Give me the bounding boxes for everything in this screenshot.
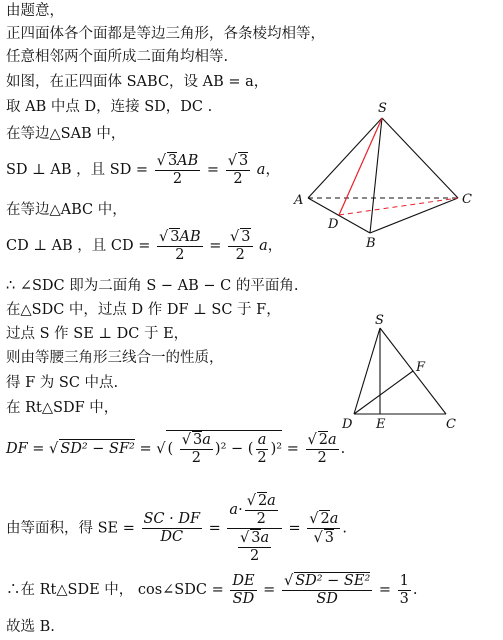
line-answer: 故选 B.	[6, 619, 55, 635]
formula-sd: SD ⊥ AB ，且 SD = $\frac{√ 3AB}{2}$ = $\frac{√ 3}{2}$ a，	[6, 153, 280, 187]
frac-one-third: $\frac{1}{3}$	[399, 572, 409, 607]
line-sab: 在等边△SAB 中，	[6, 126, 126, 142]
line-setup: 如图，在正四面体 SABC，设 AB = a，	[6, 74, 269, 90]
frac-df-result: $\frac{√ 2a}{2}$	[307, 432, 337, 466]
line-midpoint: 取 AB 中点 D，连接 SD，DC .	[6, 99, 213, 115]
line-abc: 在等边△ABC 中，	[6, 202, 127, 218]
sqrt-sd2-sf2: SD² − SF²	[60, 441, 135, 457]
line-midpoint-f: 得 F 为 SC 中点.	[6, 375, 119, 391]
frac-sqrt-sd2-se2: $\frac{\text{√ SD² − SE²}}{SD}$	[283, 573, 371, 607]
label2-e: E	[376, 417, 386, 432]
label2-s: S	[375, 313, 384, 328]
frac-sc-df-dc: $\frac{SC \cdot DF}{DC}$	[143, 511, 201, 545]
line-dihedral: 任意相邻两个面所成二面角均相等.	[6, 49, 229, 65]
label2-d: D	[342, 417, 353, 432]
frac-cd-2: $\frac{√ 3}{2}$	[230, 229, 251, 263]
label-c: C	[462, 192, 472, 207]
formula-df: DF = √ SD² − SF² = √ ( $\frac{√ 3a}{2}$ )² − ( $\frac{a}{2}$ )² = $\frac{√ 2a}{2}$ .	[6, 431, 346, 466]
formula-se: 由等面积，得 SE = $\frac{SC \cdot DF}{DC}$ = a· $\frac{√ 2a}{2}$ $\frac{√ 3a}{2}$ = $\frac{√ 2a}{√ 3}$ .	[6, 493, 347, 564]
formula-cd-prefix: CD ⊥ AB ，且 CD =	[6, 238, 151, 254]
label-d: D	[328, 217, 339, 232]
label2-f: F	[416, 360, 426, 375]
label-s: S	[378, 101, 387, 116]
line-isosceles: 则由等腰三角形三线合一的性质，	[6, 350, 224, 366]
formula-cos: ∴在 Rt△SDE 中， cos∠SDC = $\frac{DE}{SD}$ = $\frac{\text{√ SD² − SE²}}{SD}$ = $\frac{1}{3}$ .	[6, 572, 418, 607]
formula-sd-prefix: SD ⊥ AB ，且 SD =	[6, 162, 149, 178]
formula-cd: CD ⊥ AB ，且 CD = $\frac{√ 3AB}{2}$ = $\frac{√ 3}{2}$ a，	[6, 229, 283, 263]
label2-c: C	[446, 417, 456, 432]
triangle-sdc-figure	[340, 312, 470, 432]
frac-se-complex: a· $\frac{√ 2a}{2}$ $\frac{√ 3a}{2}$	[227, 492, 281, 565]
frac-cd-1: $\frac{√ 3AB}{2}$	[159, 229, 201, 263]
tetrahedron-figure	[288, 100, 488, 250]
label-b: B	[366, 236, 376, 250]
frac-de-sd: $\frac{DE}{SD}$	[232, 572, 255, 607]
frac-se-result: $\frac{√ 2a}{√ 3}$	[309, 511, 339, 546]
line-faces: 正四面体各个面都是等边三角形，各条棱均相等，	[6, 26, 325, 42]
line-se: 过点 S 作 SE ⊥ DC 于 E，	[6, 326, 189, 342]
frac-sqrt3ab-2: $\frac{√ 3AB}{2}$	[156, 153, 199, 187]
line-intro: 由题意，	[6, 3, 64, 19]
line-rt-sdf: 在 Rt△SDF 中，	[6, 400, 119, 416]
line-sdc: 在△SDC 中，过点 D 作 DF ⊥ SC 于 F，	[6, 302, 281, 318]
frac-sqrt3-2: $\frac{√ 3}{2}$	[227, 153, 249, 187]
line-angle: ∴ ∠SDC 即为二面角 S − AB − C 的平面角.	[6, 278, 299, 294]
label-a: A	[294, 193, 304, 208]
